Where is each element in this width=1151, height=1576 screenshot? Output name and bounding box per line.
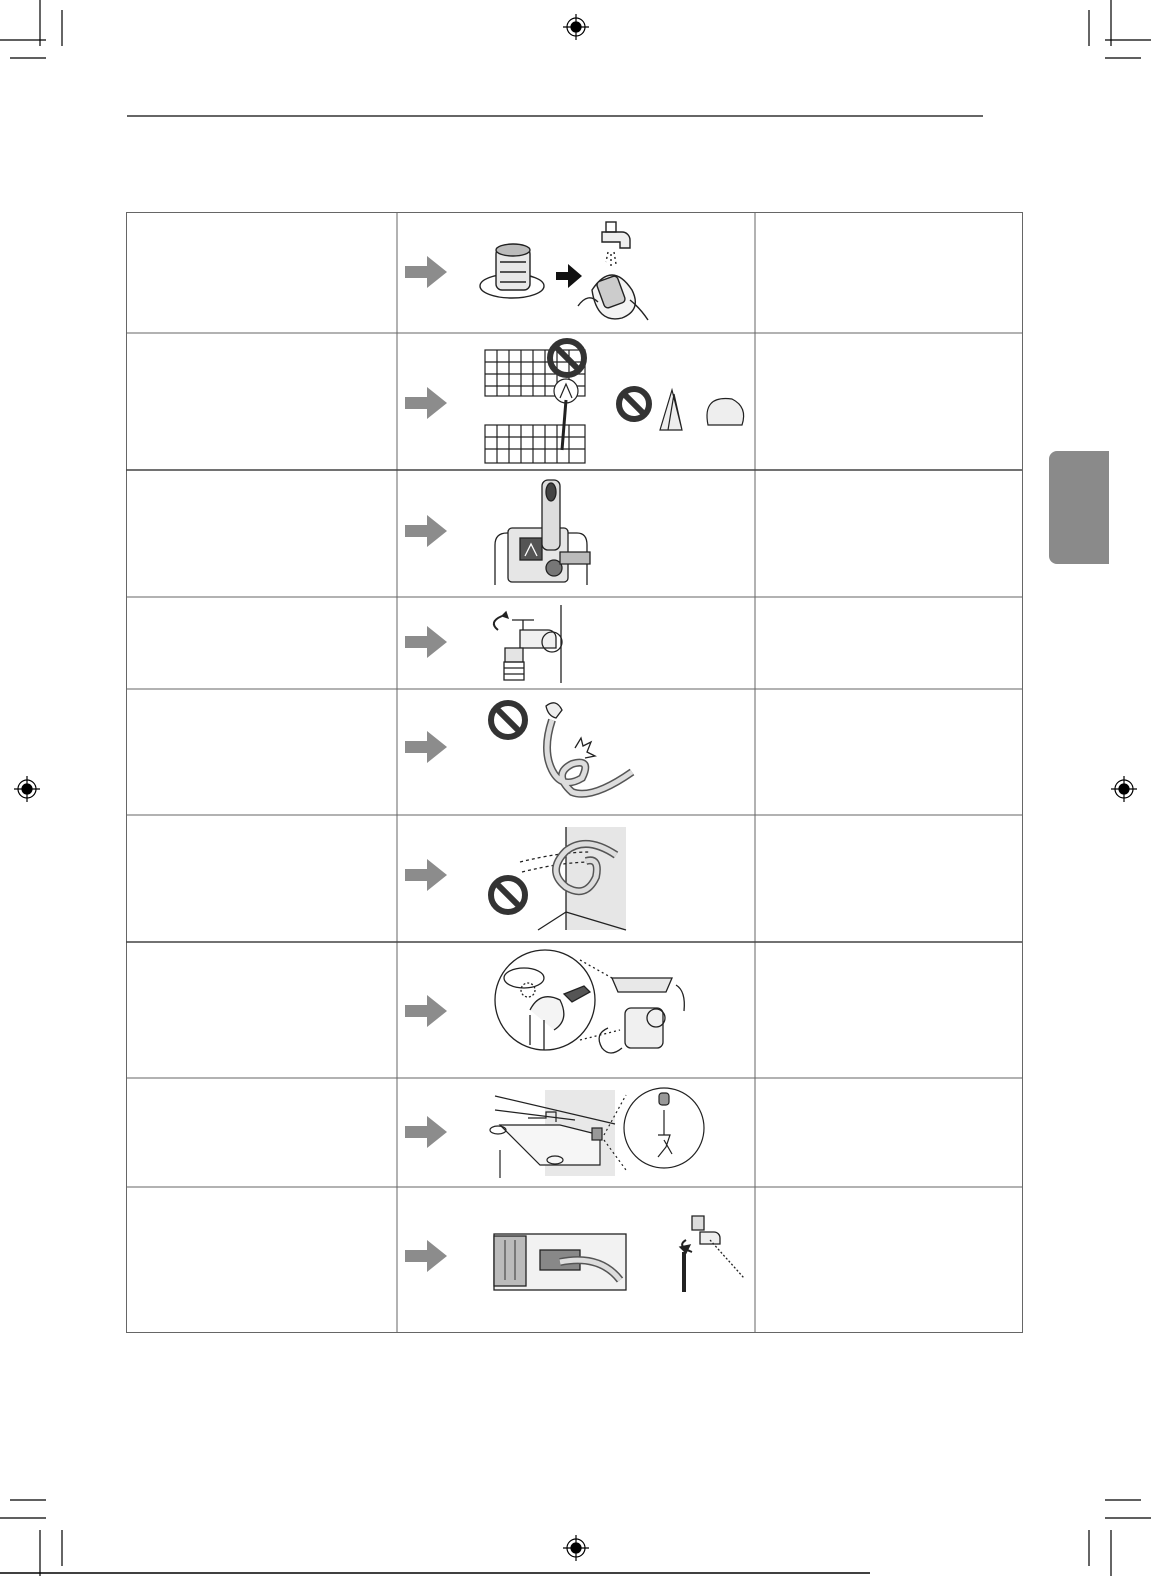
section-tab [1049, 451, 1109, 564]
table-text-cells [126, 212, 1022, 1332]
